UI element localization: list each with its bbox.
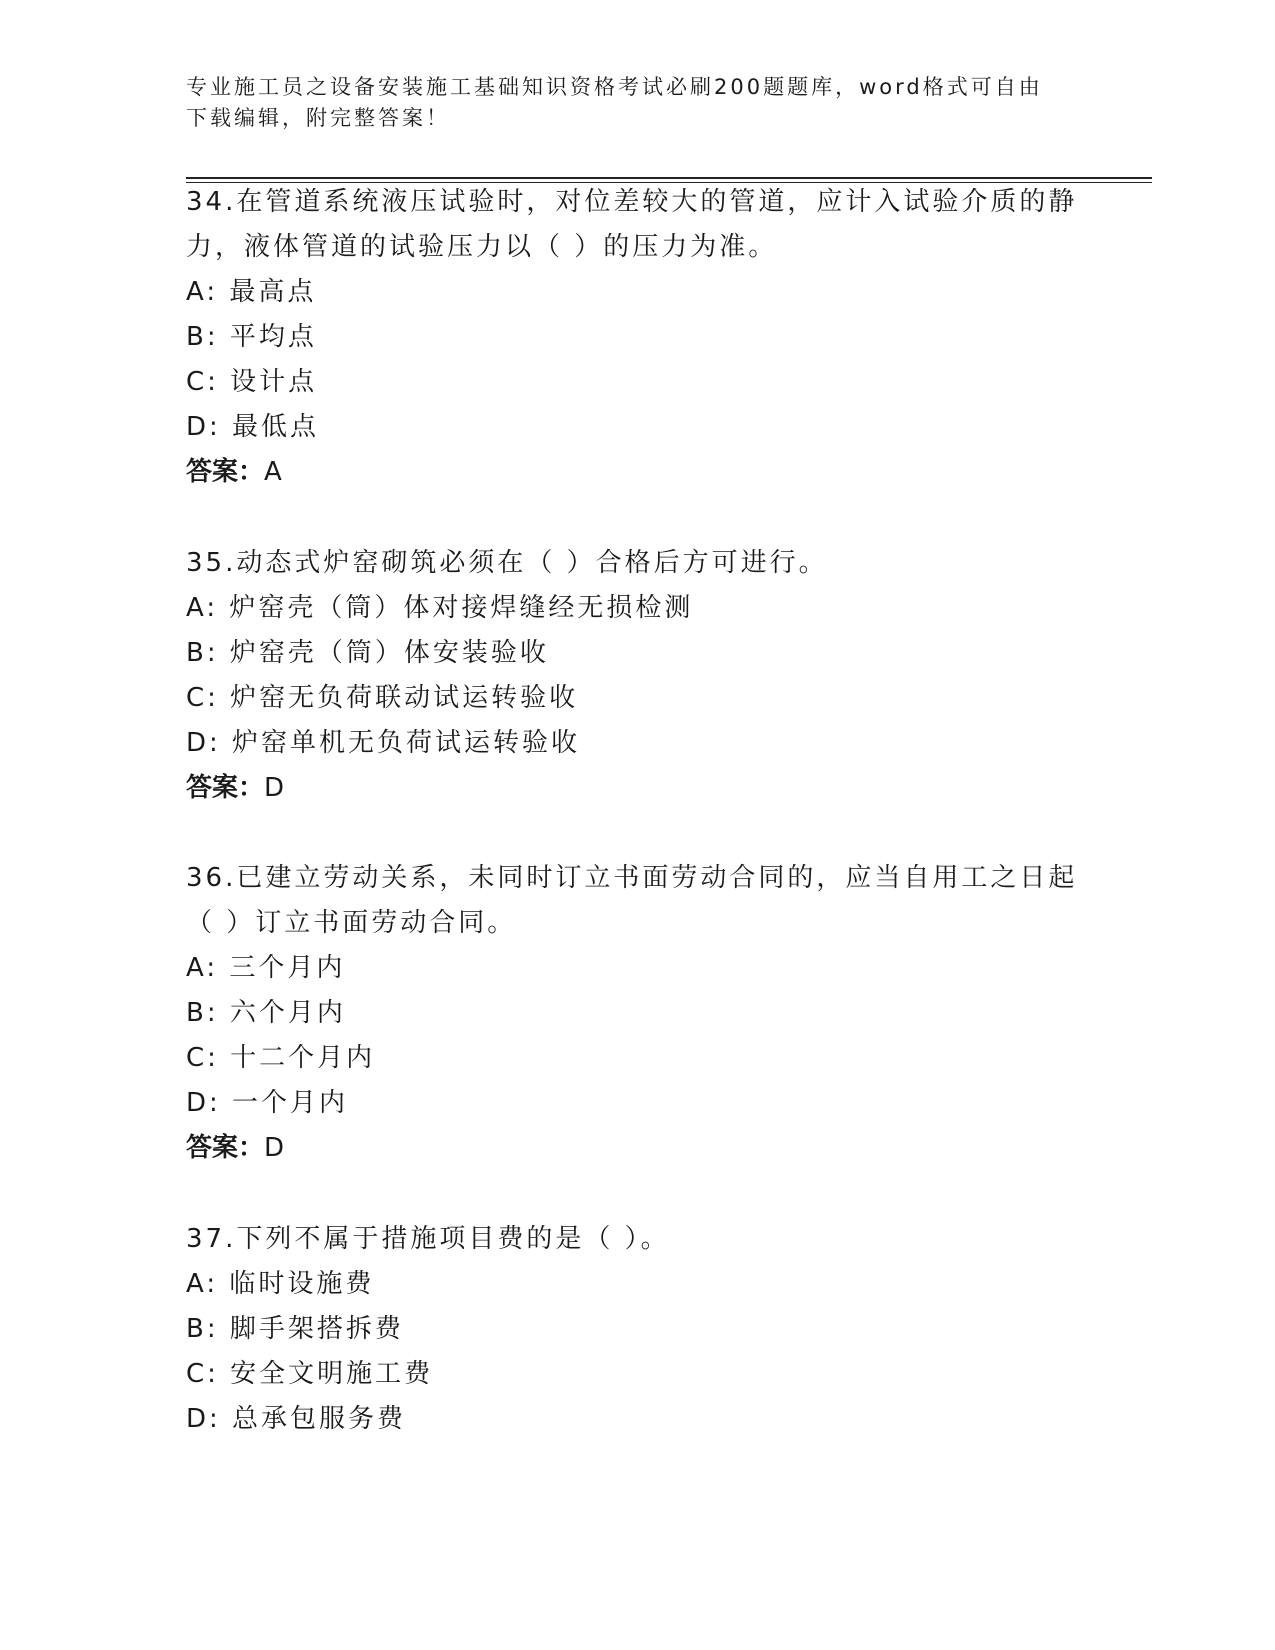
answer-line — [186, 1126, 1086, 1171]
answer-label: 答案： — [186, 457, 265, 487]
question-stem: 34.在管道系统液压试验时，对位差较大的管道，应计入试验介质的静力，液体管道的试验压力以（ ）的压力为准。 — [186, 187, 1078, 262]
option-b: B: 平均点 — [186, 322, 317, 352]
option-c: C: 炉窑无负荷联动试运转验收 — [186, 683, 579, 713]
option-d: D: 最低点 — [186, 412, 320, 442]
header-divider-thick — [186, 177, 1152, 179]
question-34 — [186, 180, 1086, 495]
answer-value: D — [264, 1133, 285, 1163]
option-c: C: 安全文明施工费 — [186, 1359, 434, 1389]
document-header: 专业施工员之设备安装施工基础知识资格考试必刷200题题库，word格式可自由下载编辑，附完整答案！ — [186, 75, 1043, 130]
answer-value: A — [264, 457, 282, 487]
option-d: D: 总承包服务费 — [186, 1404, 407, 1434]
answer-line — [186, 450, 1086, 495]
question-stem: 36.已建立劳动关系，未同时订立书面劳动合同的，应当自用工之日起（ ）订立书面劳动合同。 — [186, 863, 1078, 938]
question-stem: 37.下列不属于措施项目费的是（ ）。 — [186, 1224, 670, 1254]
option-a: A: 三个月内 — [186, 953, 346, 983]
answer-label: 答案： — [186, 773, 265, 803]
option-a: A: 临时设施费 — [186, 1269, 375, 1299]
option-d: D: 一个月内 — [186, 1088, 349, 1118]
option-d: D: 炉窑单机无负荷试运转验收 — [186, 728, 581, 758]
option-b: B: 炉窑壳（筒）体安装验收 — [186, 638, 549, 668]
option-b: B: 六个月内 — [186, 998, 346, 1028]
question-35 — [186, 541, 1086, 811]
question-36 — [186, 856, 1086, 1171]
option-c: C: 十二个月内 — [186, 1043, 376, 1073]
answer-label: 答案： — [186, 1133, 265, 1163]
option-a: A: 炉窑壳（筒）体对接焊缝经无损检测 — [186, 593, 694, 623]
question-stem: 35.动态式炉窑砌筑必须在（ ）合格后方可进行。 — [186, 548, 828, 578]
option-a: A: 最高点 — [186, 277, 317, 307]
option-b: B: 脚手架搭拆费 — [186, 1314, 404, 1344]
answer-value: D — [264, 773, 285, 803]
question-37 — [186, 1217, 1086, 1442]
answer-line — [186, 766, 1086, 811]
option-c: C: 设计点 — [186, 367, 318, 397]
